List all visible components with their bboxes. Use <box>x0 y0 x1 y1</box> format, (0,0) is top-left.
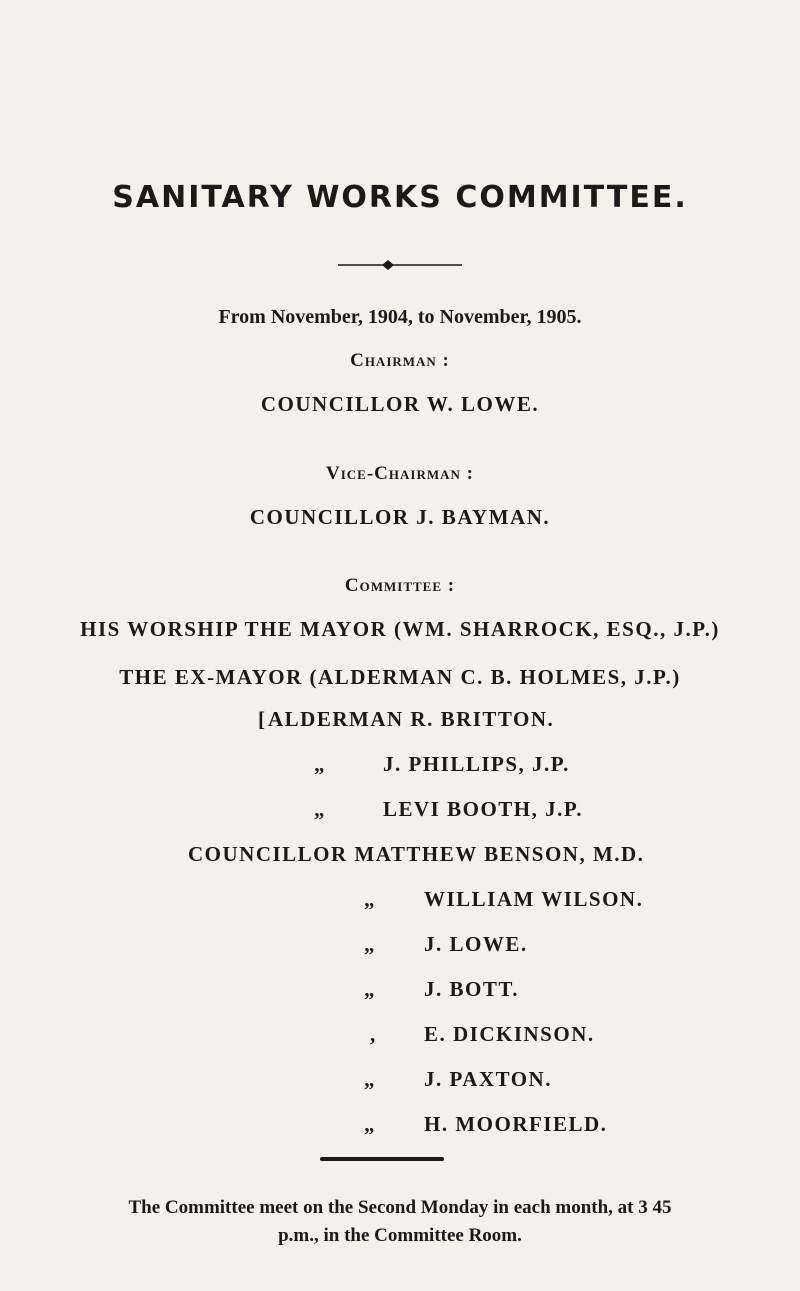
councillor-entry: J. BOTT. <box>424 977 520 1001</box>
councillor-entry: COUNCILLOR MATTHEW BENSON, M.D. <box>188 842 645 866</box>
page-title: SANITARY WORKS COMMITTEE. <box>112 180 688 215</box>
alderman-entry: ALDERMAN R. BRITTON. <box>268 707 555 731</box>
ditto-mark: „ <box>364 887 375 911</box>
councillor-entry: WILLIAM WILSON. <box>424 887 644 911</box>
ditto-mark: „ <box>364 977 375 1001</box>
alderman-bracket: [ <box>258 707 265 731</box>
committee-member-mayor: HIS WORSHIP THE MAYOR (WM. SHARROCK, ESQ., J.P.) <box>80 617 720 641</box>
ditto-mark: „ <box>364 932 375 956</box>
alderman-entry: LEVI BOOTH, J.P. <box>383 797 584 821</box>
diamond-rule-ornament <box>338 259 462 271</box>
ditto-mark: , <box>370 1022 376 1046</box>
committee-member-ex-mayor: THE EX-MAYOR (ALDERMAN C. B. HOLMES, J.P.) <box>119 665 681 689</box>
ditto-mark: „ <box>364 1067 375 1091</box>
councillor-entry: J. PAXTON. <box>424 1067 552 1091</box>
councillor-entry: J. LOWE. <box>424 932 528 956</box>
vice-chairman-heading: Vice-Chairman : <box>326 463 474 484</box>
chairman-heading: Chairman : <box>350 350 450 371</box>
councillor-entry: E. DICKINSON. <box>424 1022 595 1046</box>
section-divider <box>320 1157 444 1161</box>
meeting-note-line-1: The Committee meet on the Second Monday in each month, at 3 45 <box>128 1197 672 1218</box>
ditto-mark: „ <box>314 797 325 821</box>
vice-chairman-name: COUNCILLOR J. BAYMAN. <box>249 505 551 529</box>
alderman-entry: J. PHILLIPS, J.P. <box>383 752 570 776</box>
chairman-name: COUNCILLOR W. LOWE. <box>260 392 540 416</box>
ditto-mark: „ <box>364 1112 375 1136</box>
councillor-entry: H. MOORFIELD. <box>424 1112 608 1136</box>
term-period: From November, 1904, to November, 1905. <box>218 306 582 328</box>
meeting-note-line-2: p.m., in the Committee Room. <box>278 1225 522 1246</box>
committee-heading: Committee : <box>344 575 456 596</box>
ditto-mark: „ <box>314 752 325 776</box>
